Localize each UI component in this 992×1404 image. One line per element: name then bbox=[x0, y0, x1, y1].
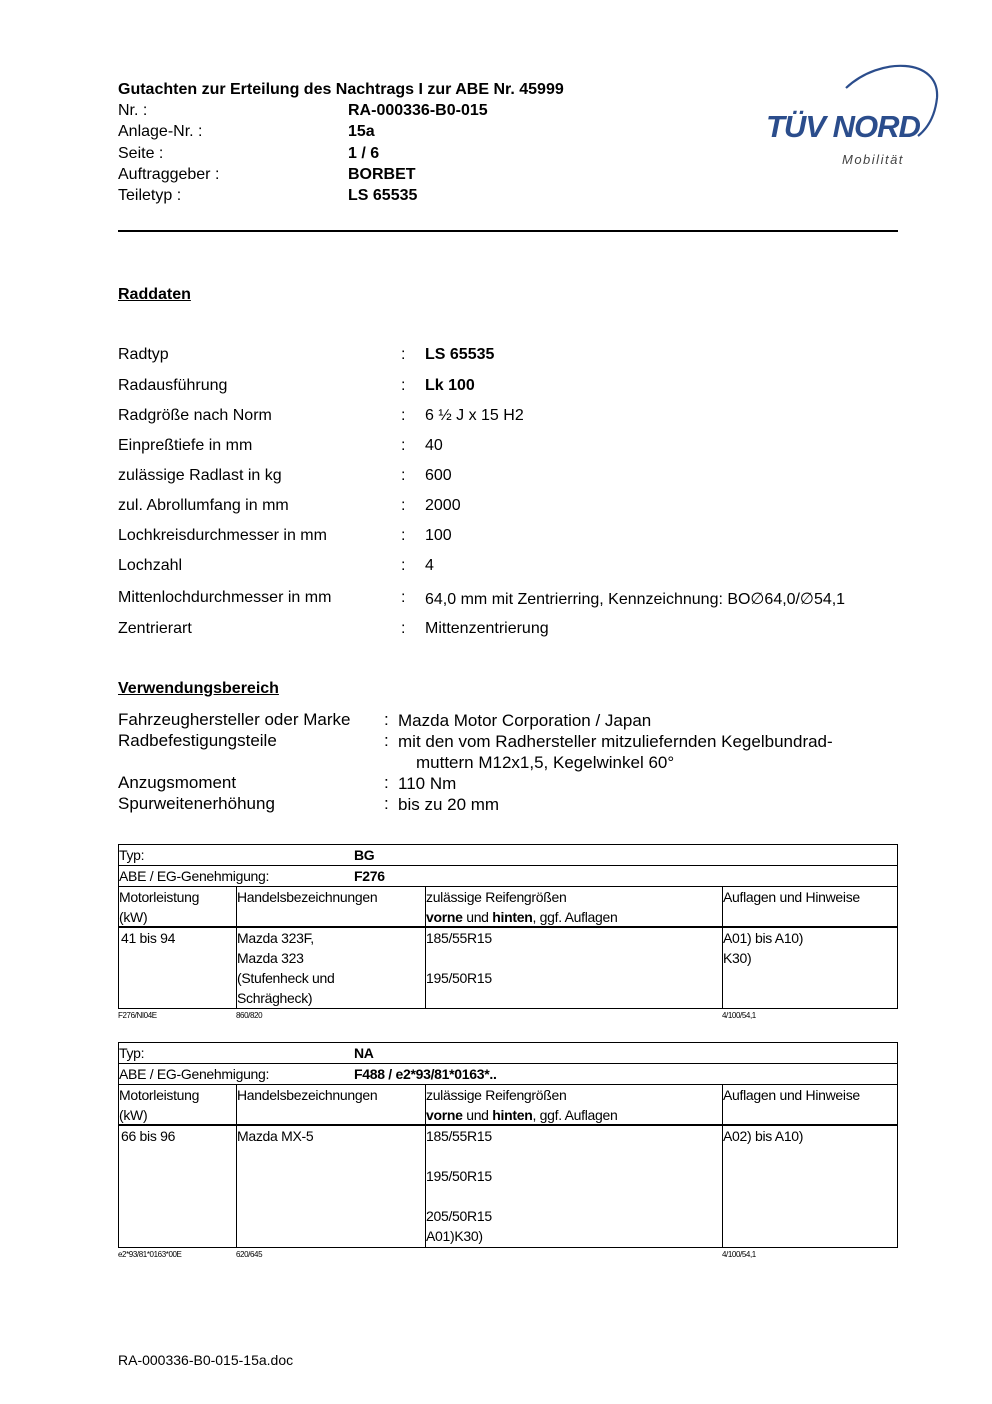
header-text: zulässige Reifengrößen bbox=[426, 889, 567, 905]
column-divider bbox=[722, 1084, 723, 1247]
verwendung-label: Anzugsmoment bbox=[118, 773, 237, 792]
raddaten-separator: : bbox=[401, 377, 406, 394]
header-row-auftraggeber bbox=[118, 166, 638, 187]
cell-line: A01)K30) bbox=[426, 1228, 483, 1244]
header-row-nr bbox=[118, 102, 638, 123]
raddaten-row bbox=[118, 377, 908, 399]
cell-handelsbezeichnungen bbox=[237, 928, 334, 1008]
raddaten-value: LS 65535 bbox=[425, 346, 495, 363]
cell-reifengroessen bbox=[426, 928, 492, 988]
logo-subtitle: Mobilität bbox=[842, 152, 904, 167]
raddaten-value: 40 bbox=[425, 437, 443, 454]
cell-line: A01) bis A10) bbox=[723, 930, 804, 946]
header-text: Motorleistung bbox=[119, 889, 200, 905]
raddaten-separator: : bbox=[401, 437, 406, 454]
table-footnote-left: e2*93/81*0163*00E bbox=[118, 1250, 182, 1259]
cell-auflagen bbox=[723, 1126, 803, 1146]
typ-value: NA bbox=[354, 1045, 374, 1061]
typ-label: Typ: bbox=[119, 847, 145, 863]
header-value: LS 65535 bbox=[348, 187, 418, 204]
cell-line bbox=[426, 1186, 492, 1206]
raddaten-separator: : bbox=[401, 407, 406, 424]
document-filename: RA-000336-B0-015-15a.doc bbox=[118, 1352, 294, 1368]
typ-label: Typ: bbox=[119, 1045, 145, 1061]
header-text-bold: vorne bbox=[426, 909, 463, 925]
table-footnote-left: F276/NI04E bbox=[118, 1011, 157, 1020]
verwendungsbereich-heading: Verwendungsbereich bbox=[118, 680, 279, 697]
abe-label: ABE / EG-Genehmigung: bbox=[119, 1066, 270, 1082]
raddaten-label: Radtyp bbox=[118, 346, 169, 363]
header-text: , ggf. Auflagen bbox=[532, 909, 618, 925]
table-footnote-mid: 860/820 bbox=[236, 1011, 263, 1020]
abe-value: F276 bbox=[354, 868, 385, 884]
verwendung-value: 110 Nm bbox=[398, 774, 457, 793]
verwendung-value: Mazda Motor Corporation / Japan bbox=[398, 711, 652, 730]
vehicle-table-bg bbox=[118, 844, 898, 1024]
cell-line: 195/50R15 bbox=[426, 970, 492, 986]
raddaten-label: Radausführung bbox=[118, 377, 228, 394]
raddaten-row bbox=[118, 527, 908, 549]
header-reifengroessen bbox=[426, 1085, 618, 1125]
header-label: Auftraggeber : bbox=[118, 166, 220, 183]
cell-line: 185/55R15 bbox=[426, 930, 492, 946]
raddaten-value: 2000 bbox=[425, 497, 461, 514]
cell-line: (Stufenheck und bbox=[237, 970, 335, 986]
verwendung-separator: : bbox=[384, 710, 389, 729]
verwendung-value: mit den vom Radhersteller mitzuliefernden Kegelbundrad- bbox=[398, 732, 833, 751]
header-label: Nr. : bbox=[118, 102, 148, 119]
cell-line: A02) bis A10) bbox=[723, 1128, 804, 1144]
header-text: (kW) bbox=[119, 1107, 148, 1123]
header-motorleistung bbox=[119, 1085, 199, 1125]
header-row-teiletyp bbox=[118, 187, 638, 208]
header-row-seite bbox=[118, 145, 638, 166]
cell-line: 195/50R15 bbox=[426, 1168, 492, 1184]
header-text-bold: hinten bbox=[492, 909, 533, 925]
header-value: RA-000336-B0-015 bbox=[348, 102, 488, 119]
header-auflagen: Auflagen und Hinweise bbox=[723, 889, 860, 905]
header-reifengroessen bbox=[426, 887, 618, 927]
header-value: 1 / 6 bbox=[348, 145, 380, 162]
cell-line bbox=[426, 1146, 492, 1166]
cell-motorleistung: 41 bis 94 bbox=[121, 930, 176, 946]
header-text: zulässige Reifengrößen bbox=[426, 1087, 567, 1103]
raddaten-label: Lochzahl bbox=[118, 557, 183, 574]
header-text: Motorleistung bbox=[119, 1087, 200, 1103]
cell-line: Mazda MX-5 bbox=[237, 1128, 314, 1144]
header-text: und bbox=[462, 1107, 493, 1123]
header-text: und bbox=[462, 909, 493, 925]
cell-line: 205/50R15 bbox=[426, 1208, 492, 1224]
raddaten-value: 6 ½ J x 15 H2 bbox=[425, 407, 524, 424]
column-divider bbox=[236, 1084, 237, 1247]
raddaten-separator: : bbox=[401, 557, 406, 574]
header-divider bbox=[118, 230, 898, 232]
header-value: 15a bbox=[348, 123, 375, 140]
verwendung-value: bis zu 20 mm bbox=[398, 795, 500, 814]
document-title: Gutachten zur Erteilung des Nachtrags I zur ABE Nr. 45999 bbox=[118, 81, 564, 98]
header-row-anlage bbox=[118, 123, 638, 144]
raddaten-row bbox=[118, 589, 908, 611]
cell-reifengroessen bbox=[426, 1126, 492, 1246]
header-text-bold: vorne bbox=[426, 1107, 463, 1123]
header-text: , ggf. Auflagen bbox=[532, 1107, 618, 1123]
abe-value: F488 / e2*93/81*0163*.. bbox=[354, 1066, 497, 1082]
verwendung-separator: : bbox=[384, 794, 389, 813]
header-label: Anlage-Nr. : bbox=[118, 123, 203, 140]
header-handelsbezeichnungen: Handelsbezeichnungen bbox=[237, 889, 378, 905]
raddaten-separator: : bbox=[401, 467, 406, 484]
cell-motorleistung: 66 bis 96 bbox=[121, 1128, 176, 1144]
raddaten-label: Lochkreisdurchmesser in mm bbox=[118, 527, 327, 544]
verwendung-value-continued: muttern M12x1,5, Kegelwinkel 60° bbox=[416, 753, 675, 772]
header-motorleistung bbox=[119, 887, 199, 927]
verwendung-separator: : bbox=[384, 773, 389, 792]
cell-auflagen bbox=[723, 928, 803, 968]
raddaten-row bbox=[118, 557, 908, 579]
header-text bbox=[426, 907, 618, 927]
header-text-bold: hinten bbox=[492, 1107, 533, 1123]
raddaten-separator: : bbox=[401, 346, 406, 363]
cell-handelsbezeichnungen bbox=[237, 1126, 313, 1146]
tuev-nord-logo bbox=[760, 58, 940, 173]
raddaten-row bbox=[118, 437, 908, 459]
raddaten-separator: : bbox=[401, 497, 406, 514]
raddaten-heading: Raddaten bbox=[118, 286, 191, 303]
header-text bbox=[426, 1105, 618, 1125]
vehicle-table-na bbox=[118, 1042, 898, 1262]
abe-label: ABE / EG-Genehmigung: bbox=[119, 868, 270, 884]
raddaten-value: 4 bbox=[425, 557, 434, 574]
verwendung-separator: : bbox=[384, 731, 389, 750]
raddaten-separator: : bbox=[401, 527, 406, 544]
raddaten-value: Lk 100 bbox=[425, 377, 475, 394]
raddaten-row bbox=[118, 467, 908, 489]
cell-line: 185/55R15 bbox=[426, 1128, 492, 1144]
header-auflagen: Auflagen und Hinweise bbox=[723, 1087, 860, 1103]
header-label: Teiletyp : bbox=[118, 187, 182, 204]
verwendung-label: Spurweitenerhöhung bbox=[118, 794, 275, 813]
raddaten-row bbox=[118, 620, 908, 642]
raddaten-label: Mittenlochdurchmesser in mm bbox=[118, 589, 332, 606]
header-handelsbezeichnungen: Handelsbezeichnungen bbox=[237, 1087, 378, 1103]
raddaten-label: Zentrierart bbox=[118, 620, 192, 637]
raddaten-value: 100 bbox=[425, 527, 452, 544]
header-text: (kW) bbox=[119, 909, 148, 925]
raddaten-value: 600 bbox=[425, 467, 452, 484]
cell-line: Mazda 323 bbox=[237, 950, 304, 966]
typ-value: BG bbox=[354, 847, 375, 863]
verwendung-label: Radbefestigungsteile bbox=[118, 731, 277, 750]
header-label: Seite : bbox=[118, 145, 164, 162]
raddaten-label: zulässige Radlast in kg bbox=[118, 467, 282, 484]
raddaten-value: Mittenzentrierung bbox=[425, 620, 549, 637]
cell-line: Mazda 323F, bbox=[237, 930, 314, 946]
logo-wordmark: TÜV NORD bbox=[766, 109, 920, 144]
header-value: BORBET bbox=[348, 166, 416, 183]
raddaten-label: zul. Abrollumfang in mm bbox=[118, 497, 289, 514]
table-footnote-mid: 620/645 bbox=[236, 1250, 263, 1259]
raddaten-row bbox=[118, 407, 908, 429]
table-footnote-right: 4/100/54,1 bbox=[722, 1250, 756, 1259]
cell-line: Schrägheck) bbox=[237, 990, 313, 1006]
raddaten-separator: : bbox=[401, 620, 406, 637]
raddaten-separator: : bbox=[401, 589, 406, 606]
raddaten-label: Einpreßtiefe in mm bbox=[118, 437, 253, 454]
verwendung-label: Fahrzeughersteller oder Marke bbox=[118, 710, 351, 729]
raddaten-label: Radgröße nach Norm bbox=[118, 407, 272, 424]
raddaten-value: 64,0 mm mit Zentrierring, Kennzeichnung: BO∅64,0/∅54,1 bbox=[425, 591, 846, 608]
cell-line: K30) bbox=[723, 950, 752, 966]
raddaten-row bbox=[118, 497, 908, 519]
cell-line bbox=[426, 948, 492, 968]
table-footnote-right: 4/100/54,1 bbox=[722, 1011, 756, 1020]
raddaten-row bbox=[118, 346, 908, 368]
